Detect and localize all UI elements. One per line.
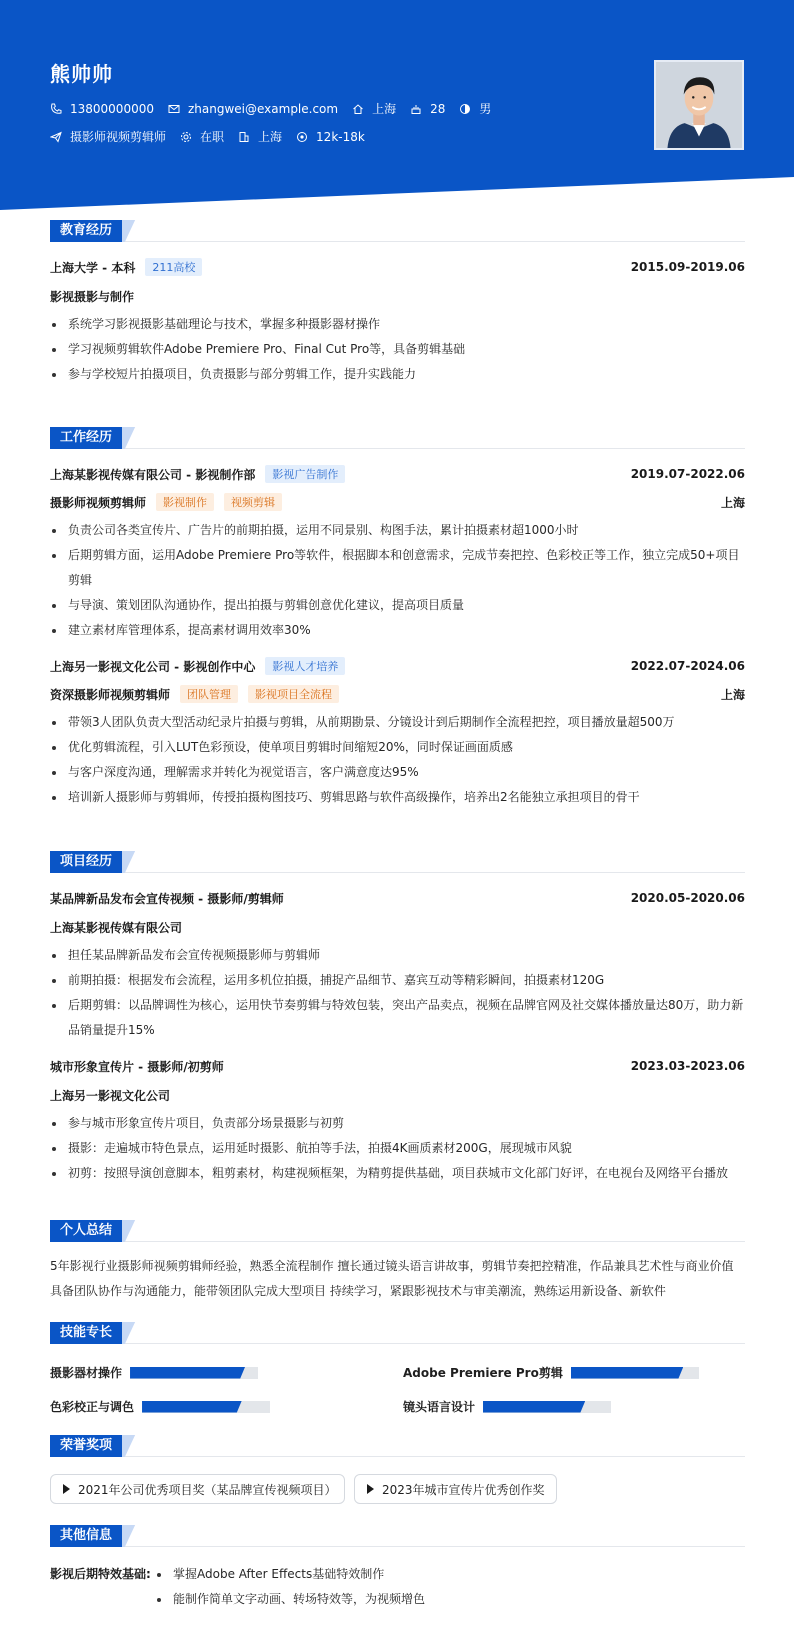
age-item	[410, 102, 445, 116]
home-icon	[352, 103, 364, 115]
award-text: 2021年公司优秀项目奖（某品牌宣传视频项目）	[78, 1482, 337, 1497]
company-badge: 影视广告制作	[265, 465, 345, 483]
list-item: 初剪：按照导演创意脚本，粗剪素材，构建视频框架，为精剪提供基础，项目获城市文化部门好评，在电视台及网络平台播放	[50, 1161, 745, 1186]
profile-photo	[654, 60, 744, 150]
cake-icon	[410, 103, 422, 115]
list-item: 摄影：走遍城市特色景点，运用延时摄影、航拍等手法，拍摄4K画质素材200G，展现城市风貌	[50, 1136, 745, 1161]
summary-section	[50, 1220, 745, 1304]
awards-heading: 荣誉奖项	[50, 1435, 745, 1457]
company-name: 上海某影视传媒有限公司 - 影视制作部	[50, 467, 256, 482]
school-name: 上海大学 - 本科	[50, 260, 136, 275]
other-label: 影视后期特效基础:	[50, 1567, 151, 1581]
skill-name: 摄影器材操作	[50, 1366, 123, 1380]
company-name: 上海另一影视文化公司 - 影视创作中心	[50, 659, 256, 674]
list-item: 学习视频剪辑软件Adobe Premiere Pro、Final Cut Pro等，具备剪辑基础	[50, 337, 745, 362]
target-city-text: 上海	[258, 130, 283, 144]
award-card[interactable]	[354, 1474, 557, 1504]
project-0-header-row	[50, 887, 745, 909]
job-intent-row	[50, 128, 379, 145]
skill-item	[403, 1364, 699, 1381]
awards-section	[50, 1435, 745, 1457]
project-date: 2020.05-2020.06	[630, 891, 745, 905]
work-date: 2019.07-2022.06	[630, 467, 745, 481]
role-name: 摄影师视频剪辑师	[50, 495, 147, 510]
skill-name: Adobe Premiere Pro剪辑	[403, 1366, 563, 1380]
status-item	[180, 128, 224, 145]
list-item: 带领3人团队负责大型活动纪录片拍摄与剪辑，从前期勘景、分镜设计到后期制作全流程把控，项目播放量超500万	[50, 710, 745, 735]
role-name: 资深摄影师视频剪辑师	[50, 687, 171, 702]
role-tag: 团队管理	[180, 685, 238, 703]
other-info-block	[50, 1562, 745, 1612]
work-date: 2022.07-2024.06	[630, 659, 745, 673]
phone-icon	[50, 103, 62, 115]
skill-fill	[571, 1367, 684, 1379]
projects-section	[50, 851, 745, 1186]
project-date: 2023.03-2023.06	[630, 1059, 745, 1073]
age-text: 28	[430, 101, 446, 116]
location-item	[352, 100, 396, 117]
role-tag: 影视项目全流程	[248, 685, 339, 703]
list-item: 负责公司各类宣传片、广告片的前期拍摄，运用不同景别、构图手法，累计拍摄素材超1000小时	[50, 518, 745, 543]
play-icon	[63, 1484, 70, 1494]
work-1-header-row	[50, 655, 745, 677]
other-heading: 其他信息	[50, 1525, 745, 1547]
building-icon	[238, 131, 250, 143]
target-city-item	[238, 128, 282, 145]
project-1-bullets	[50, 1111, 745, 1186]
list-item: 掌握Adobe After Effects基础特效制作	[155, 1562, 425, 1587]
education-section	[50, 220, 745, 387]
project-1-header-row	[50, 1055, 745, 1077]
list-item: 培训新人摄影师与剪辑师，传授拍摄构图技巧、剪辑思路与软件高级操作，培养出2名能独立承担项目的骨干	[50, 785, 745, 810]
role-tag: 视频剪辑	[224, 493, 282, 511]
list-item: 前期拍摄：根据发布会流程，运用多机位拍摄，捕捉产品细节、嘉宾互动等精彩瞬间，拍摄素材120G	[50, 968, 745, 993]
phone-item	[50, 102, 154, 116]
list-item: 担任某品牌新品发布会宣传视频摄影师与剪辑师	[50, 943, 745, 968]
email-item	[168, 102, 338, 116]
location-text: 上海	[372, 102, 397, 116]
list-item: 优化剪辑流程，引入LUT色彩预设，使单项目剪辑时间缩短20%，同时保证画面质感	[50, 735, 745, 760]
education-date: 2015.09-2019.06	[630, 260, 745, 274]
skill-item	[50, 1364, 258, 1381]
award-card[interactable]	[50, 1474, 345, 1504]
skill-fill	[142, 1401, 242, 1413]
contact-row	[50, 100, 505, 117]
gender-text: 男	[479, 102, 492, 116]
work-city: 上海	[720, 687, 745, 702]
skill-item	[403, 1398, 611, 1415]
list-item: 参与城市形象宣传片项目，负责部分场景摄影与初剪	[50, 1111, 745, 1136]
phone-text: 13800000000	[70, 101, 154, 116]
mail-icon	[168, 103, 180, 115]
list-item: 建立素材库管理体系，提高素材调用效率30%	[50, 618, 745, 643]
role-tag: 影视制作	[156, 493, 214, 511]
project-title: 某品牌新品发布会宣传视频 - 摄影师/剪辑师	[50, 891, 284, 906]
send-icon	[50, 131, 62, 143]
skill-bar	[130, 1367, 258, 1379]
education-bullets	[50, 312, 745, 387]
list-item: 参与学校短片拍摄项目，负责摄影与部分剪辑工作，提升实践能力	[50, 362, 745, 387]
list-item: 能制作简单文字动画、转场特效等，为视频增色	[155, 1587, 425, 1612]
position-text: 摄影师视频剪辑师	[70, 130, 167, 144]
list-item: 与导演、策划团队沟通协作，提出拍摄与剪辑创意优化建议，提高项目质量	[50, 593, 745, 618]
work-heading: 工作经历	[50, 427, 745, 449]
skill-name: 镜头语言设计	[403, 1400, 476, 1414]
salary-item	[296, 130, 365, 144]
gender-item	[459, 100, 491, 117]
summary-line: 具备团队协作与沟通能力，能带领团队完成大型项目 持续学习，紧跟影视技术与审美潮流，熟练运用新设备、新软件	[50, 1284, 666, 1298]
skill-fill	[130, 1367, 245, 1379]
list-item: 后期剪辑方面，运用Adobe Premiere Pro等软件，根据脚本和创意需求，完成节奏把控、色彩校正等工作，独立完成50+项目剪辑	[50, 543, 745, 593]
list-item: 后期剪辑：以品牌调性为核心，运用快节奏剪辑与特效包装，突出产品卖点，视频在品牌官网及社交媒体播放量达80万，助力新品销量提升15%	[50, 993, 745, 1043]
skill-bar	[142, 1401, 270, 1413]
company-badge: 影视人才培养	[265, 657, 345, 675]
work-1-bullets	[50, 710, 745, 810]
project-org: 上海另一影视文化公司	[50, 1088, 171, 1103]
project-title: 城市形象宣传片 - 摄影师/初剪师	[50, 1059, 224, 1074]
play-icon	[367, 1484, 374, 1494]
other-section	[50, 1525, 745, 1547]
project-0-org-row	[50, 916, 745, 938]
school-badge: 211高校	[145, 258, 202, 276]
education-header-row	[50, 256, 745, 278]
skill-bar	[483, 1401, 611, 1413]
work-city: 上海	[720, 495, 745, 510]
work-0-header-row	[50, 463, 745, 485]
major-name: 影视摄影与制作	[50, 289, 135, 304]
project-1-org-row	[50, 1084, 745, 1106]
list-item: 系统学习影视摄影基础理论与技术，掌握多种摄影器材操作	[50, 312, 745, 337]
other-bullets	[155, 1562, 425, 1612]
summary-heading: 个人总结	[50, 1220, 745, 1242]
project-org: 上海某影视传媒有限公司	[50, 920, 183, 935]
status-text: 在职	[200, 130, 225, 144]
award-text: 2023年城市宣传片优秀创作奖	[382, 1482, 545, 1497]
summary-text	[50, 1254, 745, 1304]
work-section	[50, 427, 745, 810]
salary-text: 12k-18k	[316, 129, 365, 144]
position-item	[50, 128, 166, 145]
skills-section	[50, 1322, 745, 1344]
education-heading: 教育经历	[50, 220, 745, 242]
skills-heading: 技能专长	[50, 1322, 745, 1344]
candidate-name: 熊帅帅	[50, 62, 113, 86]
skill-bar	[571, 1367, 699, 1379]
work-0-bullets	[50, 518, 745, 643]
skill-item	[50, 1398, 270, 1415]
summary-line: 5年影视行业摄影师视频剪辑师经验，熟悉全流程制作 擅长通过镜头语言讲故事，剪辑节奏把控精准，作品兼具艺术性与商业价值	[50, 1259, 734, 1273]
email-text: zhangwei@example.com	[187, 101, 339, 116]
work-1-role-row	[50, 683, 745, 705]
skill-fill	[483, 1401, 585, 1413]
gear-icon	[180, 131, 192, 143]
project-0-bullets	[50, 943, 745, 1043]
list-item: 与客户深度沟通，理解需求并转化为视觉语言，客户满意度达95%	[50, 760, 745, 785]
projects-heading: 项目经历	[50, 851, 745, 873]
major-row	[50, 285, 745, 307]
skill-name: 色彩校正与调色	[50, 1400, 135, 1414]
gender-icon	[459, 103, 471, 115]
coin-icon	[296, 131, 308, 143]
work-0-role-row	[50, 491, 745, 513]
